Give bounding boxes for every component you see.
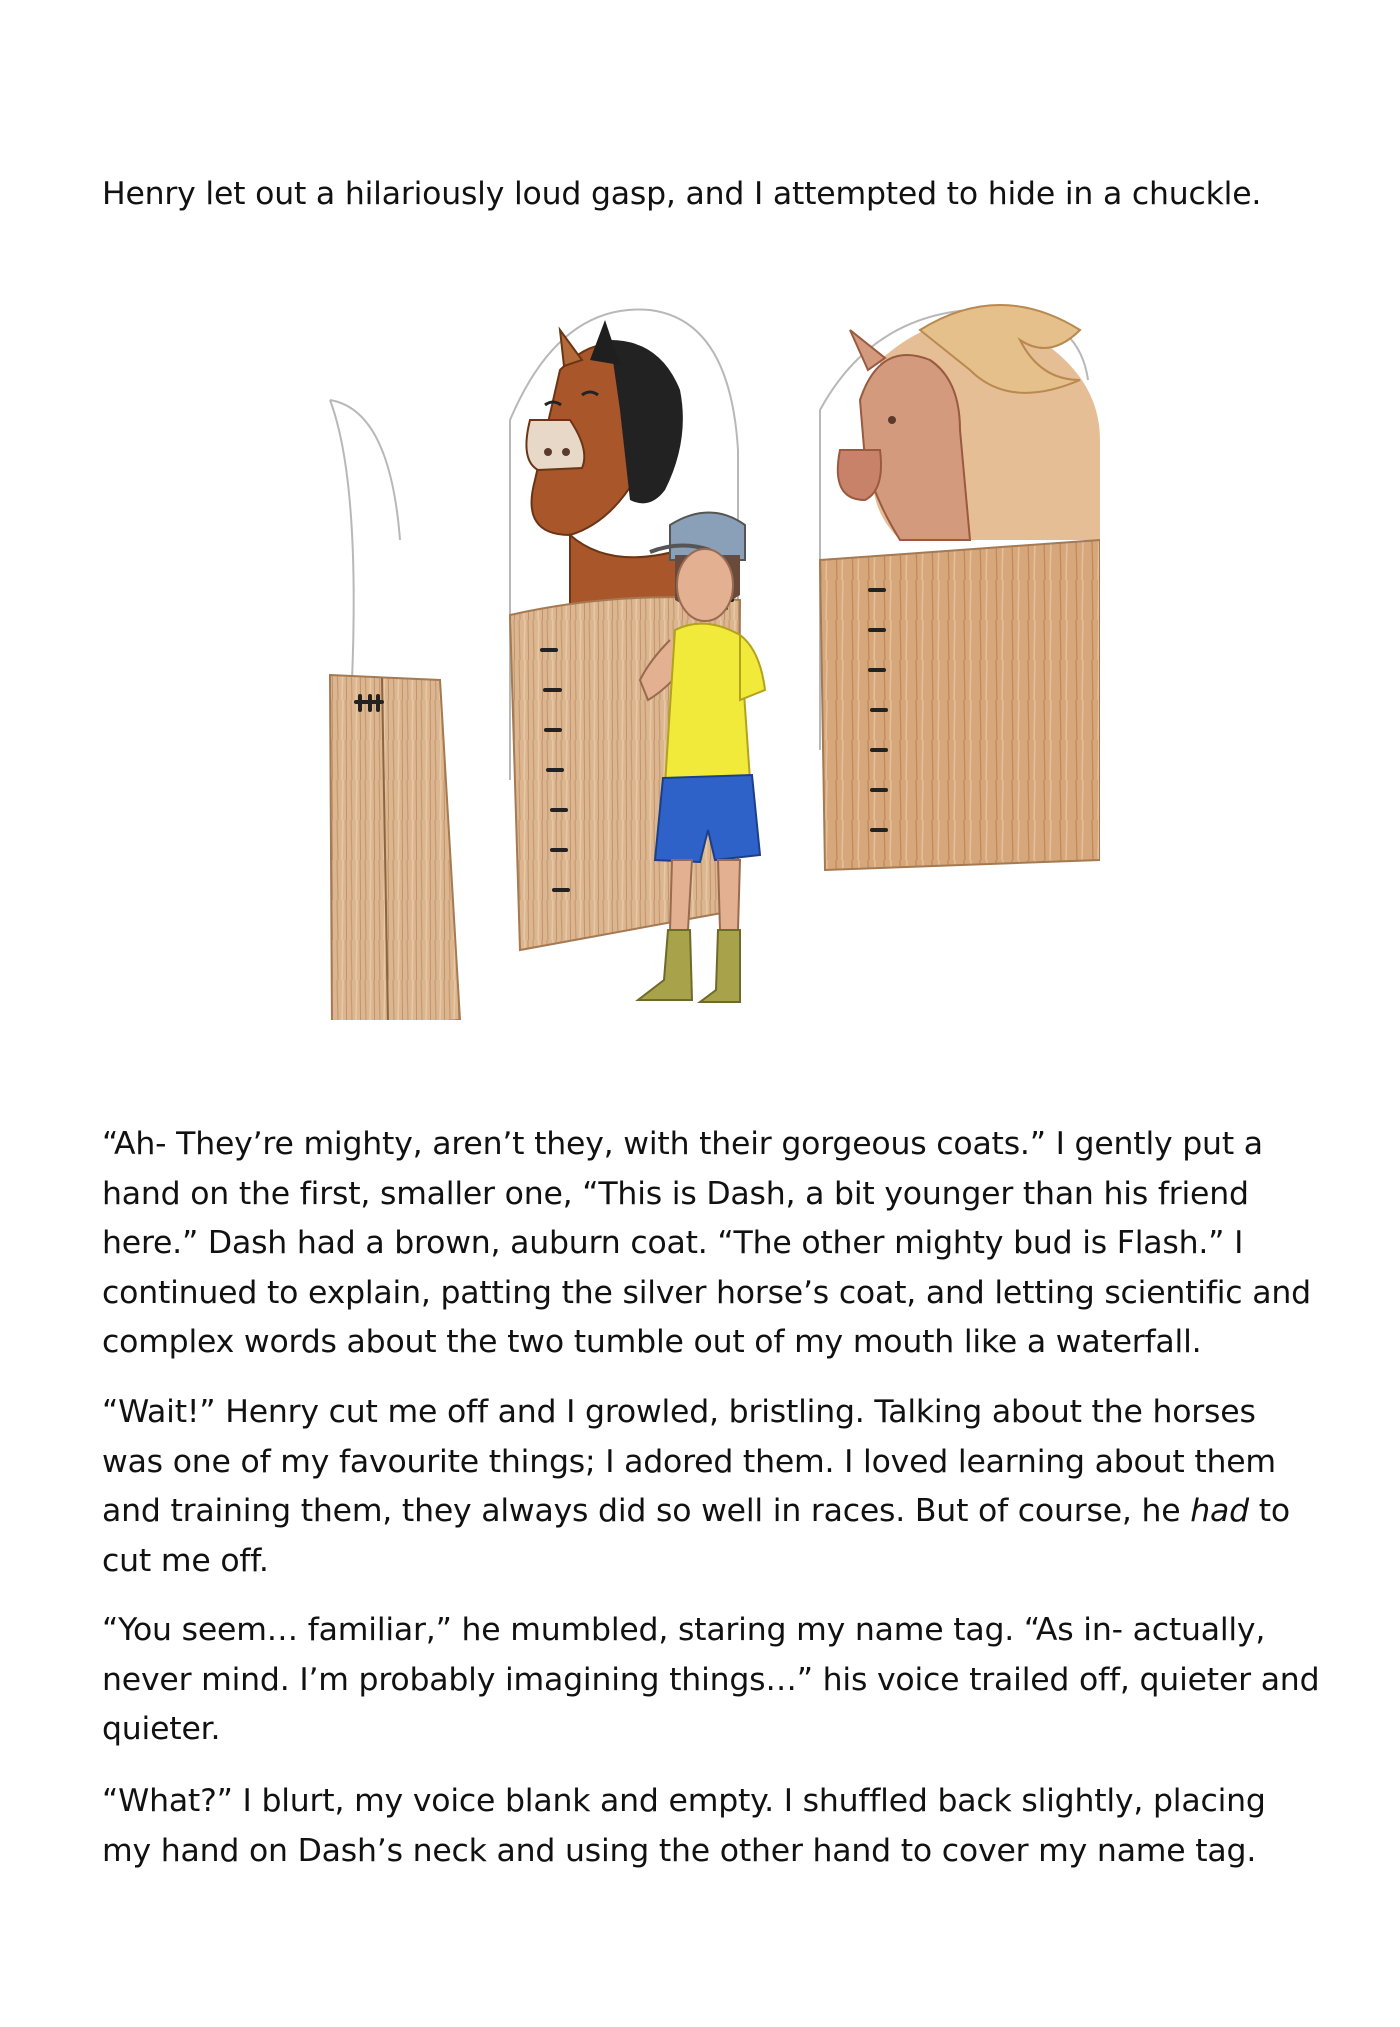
paragraph-wait bbox=[102, 1388, 1322, 1586]
emphasis-had: had bbox=[1190, 1493, 1249, 1529]
paragraph-dash-flash: “Ah- They’re mighty, aren’t they, with their gorgeous coats.” I gently put a hand on the first, smaller one, “This is Dash, a bit younger than his friend here.” Dash had a brown, auburn coat. “The other mighty bud is Flash.” I continued to explain, patting the silver horse’s coat, and letting scientific and complex words about the two tumble out of my mouth like a waterfall. bbox=[102, 1126, 1311, 1360]
stable-illustration bbox=[320, 300, 1100, 1020]
left-stall-door bbox=[330, 675, 460, 1020]
paragraph-wait-text-a: “Wait!” Henry cut me off and I growled, bristling. Talking about the horses was one of my favourite things; I adored them. I loved learning about them and training them, they always did so well in races. But of course, he bbox=[102, 1394, 1276, 1529]
stable-drawing bbox=[320, 300, 1100, 1020]
flash-horse bbox=[838, 305, 1100, 540]
dash-horse bbox=[526, 320, 682, 630]
intro-paragraph: Henry let out a hilariously loud gasp, and I attempted to hide in a chuckle. bbox=[102, 176, 1262, 212]
paragraph-wait-text-b: to cut me off. bbox=[102, 1493, 1291, 1579]
paragraph-familiar: “You seem… familiar,” he mumbled, staring my name tag. “As in- actually, never mind. I’m probably imagining things…” his voice trailed off, quieter and quieter. bbox=[102, 1612, 1320, 1747]
paragraph-what: “What?” I blurt, my voice blank and empty. I shuffled back slightly, placing my hand on Dash’s neck and using the other hand to cover my name tag. bbox=[102, 1783, 1266, 1869]
right-stall-door bbox=[820, 540, 1100, 870]
